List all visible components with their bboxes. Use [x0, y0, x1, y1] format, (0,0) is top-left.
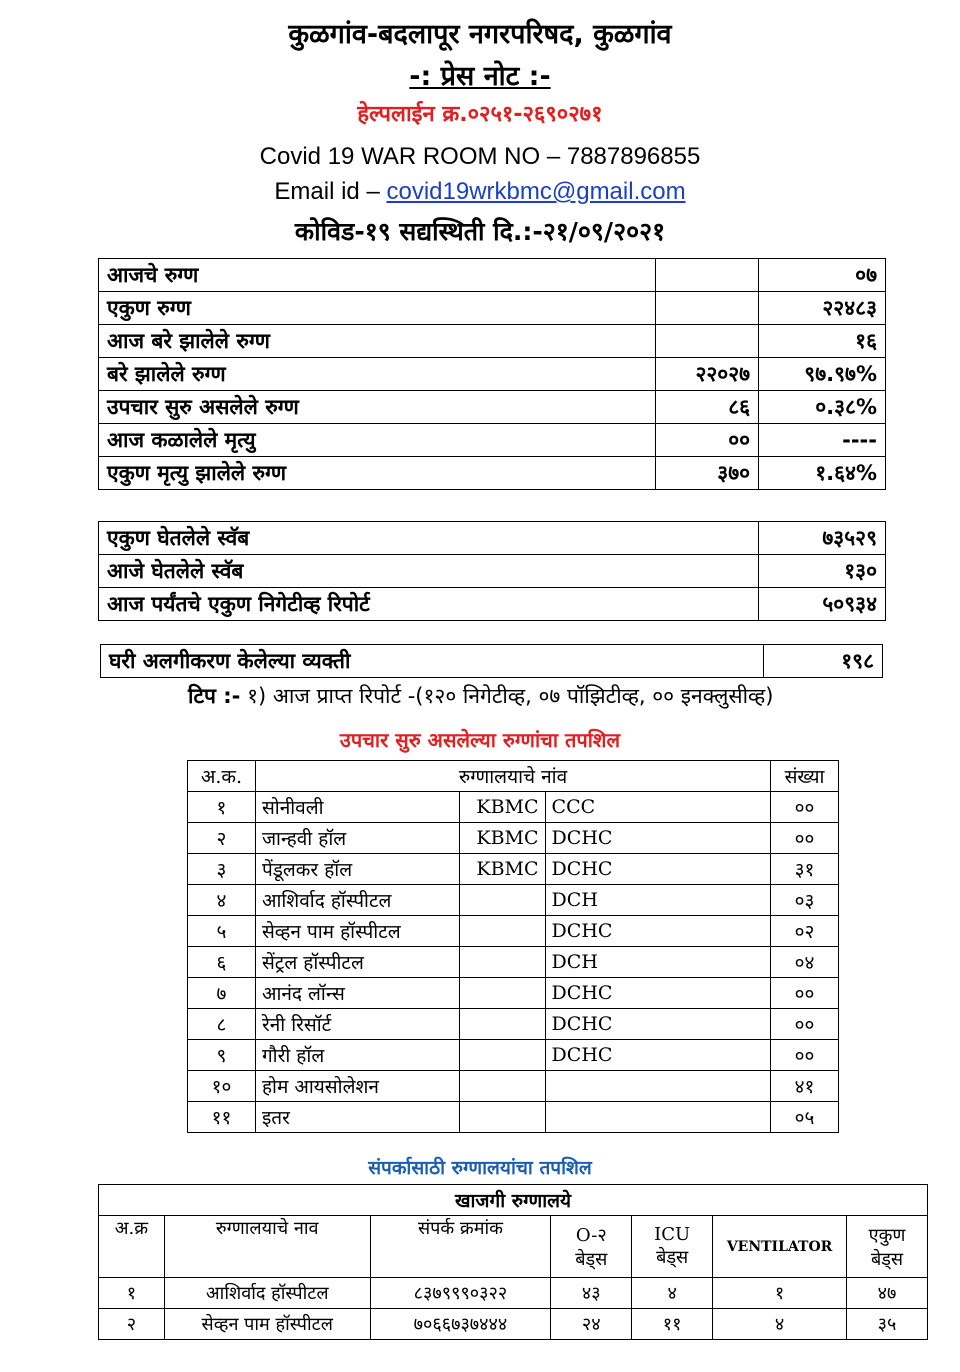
header-ventilator: VENTILATOR	[713, 1216, 847, 1278]
stat-count	[656, 259, 759, 292]
contact-section-title: संपर्कासाठी रुग्णालयांचा तपशिल	[368, 1157, 592, 1179]
stat-count	[656, 325, 759, 358]
press-note-label: -: प्रेस नोट :-	[409, 61, 551, 92]
note-text: १) आज प्राप्त रिपोर्ट -(१२० निगेटीव्ह, ०७ पॉझिटीव्ह, ०० इनक्लुसीव्ह)	[240, 684, 774, 708]
patient-count: ०४	[771, 947, 839, 978]
email-link[interactable]: covid19wrkbmc@gmail.com	[386, 178, 686, 205]
icu-beds: ४	[632, 1278, 713, 1309]
total-beds: ४७	[847, 1278, 928, 1309]
table-row	[99, 358, 886, 391]
table-row	[99, 325, 886, 358]
email-line	[0, 178, 960, 206]
table-row	[188, 1071, 839, 1102]
table-row	[99, 1278, 928, 1309]
stat-label: एकुण रुग्ण	[99, 292, 656, 325]
page-title: कुळगांव-बदलापूर नगरपरिषद, कुळगांव	[288, 19, 672, 50]
table-row	[99, 555, 886, 588]
hospital-name: आशिर्वाद हॉस्पीटल	[255, 885, 459, 916]
hospital-org	[459, 885, 545, 916]
header-o2-beds	[551, 1216, 632, 1278]
hospital-type: DCHC	[545, 978, 770, 1009]
header-o2-line2: बेड्स	[575, 1248, 608, 1270]
home-isolation-label: घरी अलगीकरण केलेल्या व्यक्ती	[101, 645, 764, 678]
note	[188, 682, 773, 710]
hospital-type: DCHC	[545, 854, 770, 885]
row-sr: १०	[188, 1071, 256, 1102]
table-row	[99, 522, 886, 555]
row-sr: ७	[188, 978, 256, 1009]
swab-label: आजे घेतलेले स्वॅब	[99, 555, 759, 588]
stat-value: २२४८३	[759, 292, 886, 325]
ventilator-count: ४	[713, 1309, 847, 1340]
main-stats-table	[98, 258, 886, 490]
table-row	[188, 823, 839, 854]
header-total-line1: एकुण	[868, 1224, 906, 1246]
patient-count: ००	[771, 978, 839, 1009]
stat-count: २२०२७	[656, 358, 759, 391]
swab-value: ७३५२९	[759, 522, 886, 555]
private-hospitals-heading: खाजगी रुग्णालये	[99, 1185, 928, 1216]
contact-number: ७०६६७३७४४४	[370, 1309, 551, 1340]
table-row	[101, 645, 883, 678]
stat-label: आज बरे झालेले रुग्ण	[99, 325, 656, 358]
stat-count: ३७०	[656, 457, 759, 490]
hospital-org	[459, 1071, 545, 1102]
hospital-type: DCH	[545, 885, 770, 916]
patient-count: ०५	[771, 1102, 839, 1133]
home-isolation-value: १९८	[764, 645, 883, 678]
hospital-type: CCC	[545, 792, 770, 823]
hospital-org: KBMC	[459, 823, 545, 854]
patient-count: ०३	[771, 885, 839, 916]
hospital-org	[459, 1009, 545, 1040]
o2-beds: ४३	[551, 1278, 632, 1309]
swab-label: आज पर्यंतचे एकुण निगेटीव्ह रिपोर्ट	[99, 588, 759, 621]
header-icu-beds	[632, 1216, 713, 1278]
treatment-table	[187, 760, 839, 1133]
home-isolation-table	[100, 644, 883, 678]
hospital-org: KBMC	[459, 792, 545, 823]
stat-value: १६	[759, 325, 886, 358]
stat-count: ००	[656, 424, 759, 457]
table-row	[99, 424, 886, 457]
stat-label: एकुण मृत्यु झालेले रुग्ण	[99, 457, 656, 490]
header-o2-line1: O-२	[575, 1224, 607, 1246]
patient-count: ३१	[771, 854, 839, 885]
total-beds: ३५	[847, 1309, 928, 1340]
header-total-beds	[847, 1216, 928, 1278]
hospital-name: गौरी हॉल	[255, 1040, 459, 1071]
hospital-name: आनंद लॉन्स	[255, 978, 459, 1009]
email-label: Email id –	[274, 178, 387, 205]
hospital-type: DCHC	[545, 1009, 770, 1040]
stat-label: आजचे रुग्ण	[99, 259, 656, 292]
stat-count	[656, 292, 759, 325]
header-icu-line1: ICU	[654, 1224, 691, 1245]
hospital-type: DCHC	[545, 823, 770, 854]
stat-label: आज कळालेले मृत्यु	[99, 424, 656, 457]
stat-value: १.६४%	[759, 457, 886, 490]
private-hospitals-table	[98, 1184, 928, 1340]
hospital-type	[545, 1071, 770, 1102]
status-date: कोविड-१९ सद्यस्थिती दि.:-२१/०९/२०२१	[294, 217, 666, 246]
header-icu-line2: बेड्स	[656, 1247, 689, 1268]
patient-count: ००	[771, 792, 839, 823]
header-total-line2: बेड्स	[870, 1248, 904, 1270]
table-row	[99, 259, 886, 292]
icu-beds: ११	[632, 1309, 713, 1340]
header-sr: अ.क.	[188, 761, 256, 792]
stat-value: ९७.९७%	[759, 358, 886, 391]
table-row	[188, 916, 839, 947]
patient-count: ००	[771, 1009, 839, 1040]
table-header-row	[188, 761, 839, 792]
table-row	[99, 391, 886, 424]
row-sr: ५	[188, 916, 256, 947]
hospital-name: पेंडूलकर हॉल	[255, 854, 459, 885]
helpline-number: हेल्पलाईन क्र.०२५१-२६९०२७१	[357, 102, 603, 127]
o2-beds: २४	[551, 1309, 632, 1340]
hospital-name: जान्हवी हॉल	[255, 823, 459, 854]
table-row	[99, 588, 886, 621]
patient-count: ०२	[771, 916, 839, 947]
hospital-type: DCH	[545, 947, 770, 978]
stat-value: ०.३८%	[759, 391, 886, 424]
war-room-number: Covid 19 WAR ROOM NO – 7887896855	[259, 143, 701, 170]
stat-value: ----	[759, 424, 886, 457]
hospital-org	[459, 1102, 545, 1133]
stat-label: बरे झालेले रुग्ण	[99, 358, 656, 391]
row-sr: २	[99, 1309, 165, 1340]
contact-number: ८३७९९९०३२२	[370, 1278, 551, 1309]
stat-value: ०७	[759, 259, 886, 292]
row-sr: १	[99, 1278, 165, 1309]
row-sr: ११	[188, 1102, 256, 1133]
row-sr: ६	[188, 947, 256, 978]
note-prefix: टिप :-	[188, 684, 241, 708]
row-sr: ९	[188, 1040, 256, 1071]
stat-count: ८६	[656, 391, 759, 424]
patient-count: ००	[771, 1040, 839, 1071]
hospital-name: सेव्हन पाम हॉस्पीटल	[255, 916, 459, 947]
group-header-row	[99, 1185, 928, 1216]
row-sr: १	[188, 792, 256, 823]
hospital-type: DCHC	[545, 916, 770, 947]
press-note-heading	[0, 56, 960, 93]
header-hospital-name: रुग्णालयाचे नांव	[255, 761, 770, 792]
header-sr: अ.क्र	[99, 1216, 165, 1278]
header-count: संख्या	[771, 761, 839, 792]
table-row	[188, 1009, 839, 1040]
hospital-name: सोनीवली	[255, 792, 459, 823]
header-hospital-name: रुग्णालयाचे नाव	[164, 1216, 370, 1278]
hospital-type	[545, 1102, 770, 1133]
swab-stats-table	[98, 521, 886, 621]
patient-count: ४१	[771, 1071, 839, 1102]
hospital-org	[459, 978, 545, 1009]
swab-value: १३०	[759, 555, 886, 588]
hospital-org	[459, 1040, 545, 1071]
swab-label: एकुण घेतलेले स्वॅब	[99, 522, 759, 555]
header-contact-number: संपर्क क्रमांक	[370, 1216, 551, 1278]
hospital-name: आशिर्वाद हॉस्पीटल	[164, 1278, 370, 1309]
table-row	[188, 885, 839, 916]
table-row	[188, 792, 839, 823]
ventilator-count: १	[713, 1278, 847, 1309]
table-row	[99, 457, 886, 490]
table-row	[188, 854, 839, 885]
hospital-type: DCHC	[545, 1040, 770, 1071]
hospital-name: होम आयसोलेशन	[255, 1071, 459, 1102]
row-sr: २	[188, 823, 256, 854]
row-sr: ४	[188, 885, 256, 916]
treatment-section-title: उपचार सुरु असलेल्या रुग्णांचा तपशिल	[339, 728, 621, 752]
row-sr: ८	[188, 1009, 256, 1040]
table-row	[188, 1040, 839, 1071]
patient-count: ००	[771, 823, 839, 854]
table-row	[188, 947, 839, 978]
table-row	[99, 292, 886, 325]
hospital-org: KBMC	[459, 854, 545, 885]
table-row	[188, 1102, 839, 1133]
hospital-name: सेव्हन पाम हॉस्पीटल	[164, 1309, 370, 1340]
hospital-name: इतर	[255, 1102, 459, 1133]
swab-value: ५०९३४	[759, 588, 886, 621]
hospital-org	[459, 916, 545, 947]
row-sr: ३	[188, 854, 256, 885]
hospital-org	[459, 947, 545, 978]
hospital-name: सेंट्रल हॉस्पीटल	[255, 947, 459, 978]
table-row	[99, 1309, 928, 1340]
table-header-row	[99, 1216, 928, 1278]
table-row	[188, 978, 839, 1009]
hospital-name: रेनी रिसॉर्ट	[255, 1009, 459, 1040]
stat-label: उपचार सुरु असलेले रुग्ण	[99, 391, 656, 424]
